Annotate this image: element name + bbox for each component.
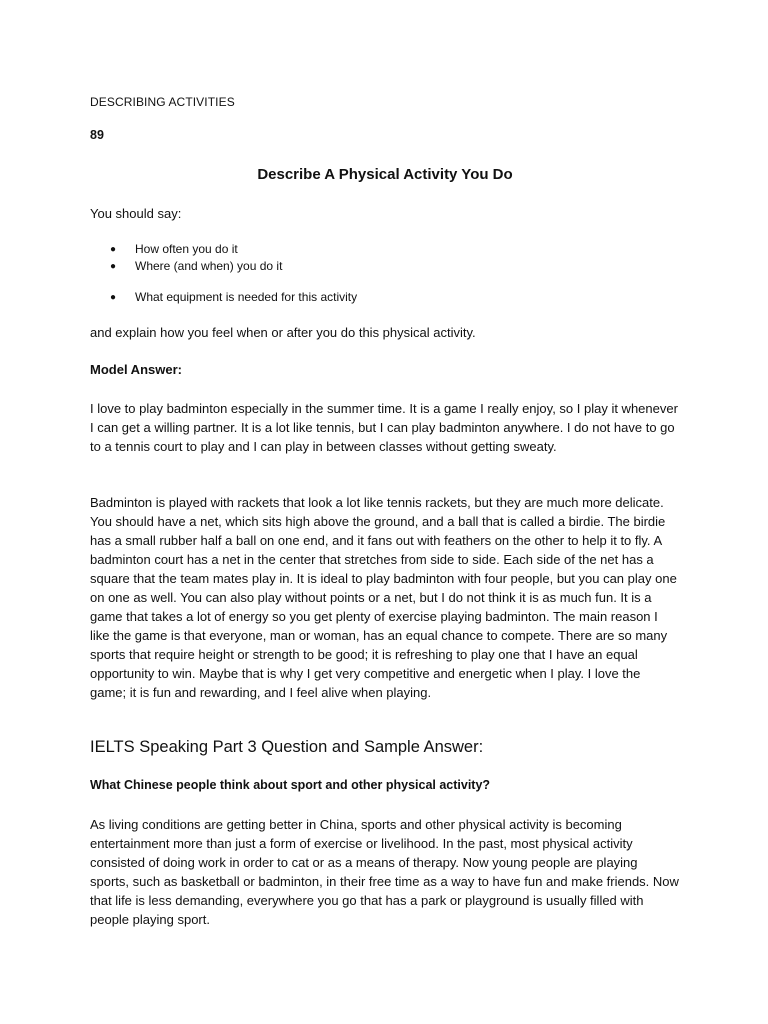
list-item [110,242,238,256]
part3-heading: IELTS Speaking Part 3 Question and Sample Answer: [90,738,484,756]
page-title: Describe A Physical Activity You Do [257,166,513,183]
model-answer-heading: Model Answer: [90,362,182,377]
bullet-icon: ● [110,244,117,255]
answer-paragraph-2: Badminton is played with rackets that look a lot like tennis rackets, but they are much more delicate. You should have a net, which sits high above the ground, and a ball that is called a birdie. The birdie has a small rubber half a ball on one end, and it fans out with feathers on the other to help it to fly. A badminton court has a net in the center that stretches from side to side. Each side of the net has a square that the team mates play in. It is ideal to play badminton with four people, but you can play one on one as well. You can also play without points or a net, but I do not think it is as much fun. It is a game that takes a lot of energy so you get plenty of exercise playing badminton. The main reason I like the game is that everyone, man or woman, has an equal chance to compete. There are so many sports that require height or strength to be good; it is refreshing to play one that I have an equal opportunity to win. Maybe that is why I get very competitive and energetic when I play. I love the game; it is fun and rewarding, and I feel alive when playing. [90,495,677,700]
question-heading: What Chinese people think about sport and other physical activity? [90,778,491,792]
answer-paragraph-1: I love to play badminton especially in the summer time. It is a game I really enjoy, so I play it whenever I can get a willing partner. It is a lot like tennis, but I can play badminton anywhere. I do not have to go to a tennis court to play and I can play in between classes without getting sweaty. [90,401,678,454]
section-label: DESCRIBING ACTIVITIES [90,95,235,109]
explain-text: and explain how you feel when or after you do this physical activity. [90,325,476,340]
list-item [110,290,357,304]
list-item [110,259,282,273]
answer-paragraph-3: As living conditions are getting better in China, sports and other physical activity is becoming entertainment more than just a form of exercise or livelihood. In the past, most physical activity consisted of doing work in order to cat or as a means of therapy. Now young people are playing sports, such as basketball or badminton, in their free time as a way to have fun and make friends. Now that life is less demanding, everywhere you go that has a park or playground is usually filled with people playing sport. [90,817,679,927]
prompt-text: You should say: [90,206,182,221]
bullet-icon: ● [110,261,117,272]
list-item-text: How often you do it [135,242,238,256]
list-item-text: What equipment is needed for this activity [135,290,358,304]
page-number: 89 [90,128,104,142]
list-item-text: Where (and when) you do it [135,259,283,273]
bullet-icon: ● [110,292,117,303]
